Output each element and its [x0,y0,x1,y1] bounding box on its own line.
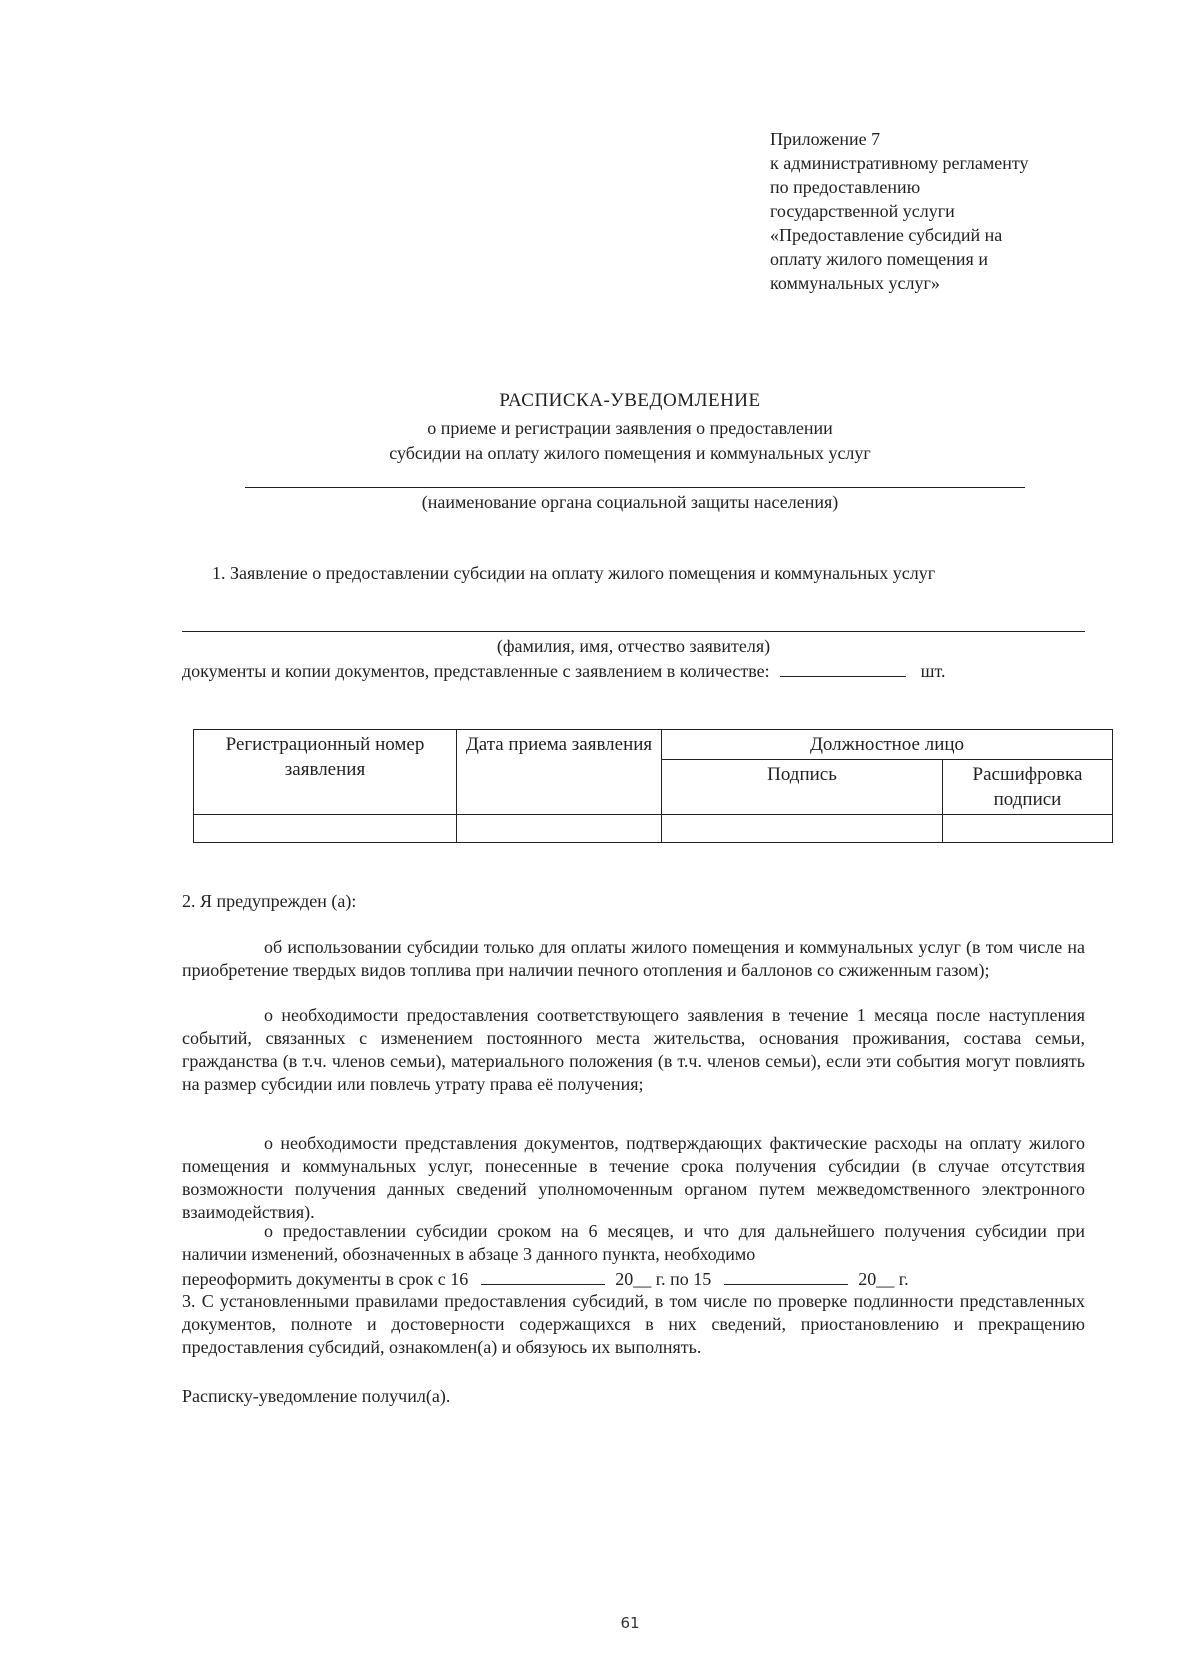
table-header-official: Должностное лицо [662,730,1113,760]
documents-count-unit: шт. [920,661,946,681]
documents-count-label: документы и копии документов, представленные с заявлением в количестве: [182,661,770,681]
section2-paragraph-4: о предоставлении субсидии сроком на 6 месяцев, и что для дальнейшего получения субсидии при наличии изменений, обозначенных в абзаце 3 данного пункта, необходимо [182,1221,1085,1264]
appendix-line: государственной услуги [770,201,955,221]
appendix-block [770,127,1090,295]
section2-paragraph-3: о необходимости представления документов, подтверждающих фактические расходы на оплату жилого помещения и коммунальных услуг, понесенные в течение срока получения субсидии (в случае отсутствия возможности получения данных сведений уполномоченным органом путем межведомственного электронного взаимодействия). [182,1133,1085,1222]
document-subtitle: о приеме и регистрации заявления о предоставлении [427,418,833,438]
renewal-period-row [182,1266,1085,1291]
document-title: РАСПИСКА-УВЕДОМЛЕНИЕ [499,390,761,411]
section1-text: 1. Заявление о предоставлении субсидии на оплату жилого помещения и коммунальных услуг [212,563,936,583]
section3-text: 3. С установленными правилами предоставления субсидий, в том числе по проверке подлинности представленных документов, полноте и достоверности содержащихся в них сведений, приостановлению и прекращению предоставления субсидий, ознакомлен(а) и обязуюсь их выполнять. [182,1291,1085,1357]
table-header-signature: Подпись [662,760,943,815]
registration-table [193,729,1113,843]
documents-count-blank[interactable] [780,658,906,677]
table-header-date: Дата приема заявления [457,730,662,815]
section2-paragraph-2: о необходимости предоставления соответствующего заявления в течение 1 месяца после наступления событий, связанных с изменением постоянного места жительства, основания проживания, состава семьи, гражданства (в т.ч. членов семьи), материального положения (в т.ч. членов семьи), если эти события могут повлиять на размер субсидии или повлечь утрату права её получения; [182,1005,1085,1094]
appendix-line: «Предоставление субсидий на [770,225,1003,245]
renewal-from-label: переоформить документы в срок с 16 [182,1269,469,1289]
appendix-line: Приложение 7 [770,129,881,149]
appendix-line: по предоставлению [770,177,921,197]
renewal-from-blank[interactable] [481,1266,605,1285]
appendix-line: оплату жилого помещения и [770,249,988,269]
table-header-reg-number: Регистрационный номер заявления [194,730,457,815]
table-cell-date[interactable] [457,815,662,843]
org-name-blank[interactable] [245,487,1025,488]
renewal-year-label: 20__ г. [858,1269,909,1289]
section2-paragraph-1: об использовании субсидии только для оплаты жилого помещения и коммунальных услуг (в том числе на приобретение твердых видов топлива при наличии печного отопления и баллонов со сжиженным газом); [182,937,1085,980]
page-number: 61 [620,1614,640,1632]
org-name-caption: (наименование органа социальной защиты населения) [421,492,839,512]
documents-count-row [182,658,1085,683]
applicant-name-caption: (фамилия, имя, отчество заявителя) [496,636,771,656]
receipt-confirmation: Расписку-уведомление получил(а). [182,1386,451,1406]
table-header-signature-decoding: Расшифровка подписи [943,760,1113,815]
table-cell-signature[interactable] [662,815,943,843]
appendix-line: к административному регламенту [770,153,1029,173]
applicant-name-blank[interactable] [182,631,1085,632]
renewal-to-label: 20__ г. по 15 [615,1269,712,1289]
table-cell-signature-decoding[interactable] [943,815,1113,843]
table-row [194,815,1113,843]
renewal-to-blank[interactable] [724,1266,848,1285]
appendix-line: коммунальных услуг» [770,273,940,293]
section2-title: 2. Я предупрежден (а): [182,891,357,911]
document-subtitle: субсидии на оплату жилого помещения и коммунальных услуг [389,443,871,463]
table-cell-reg-number[interactable] [194,815,457,843]
